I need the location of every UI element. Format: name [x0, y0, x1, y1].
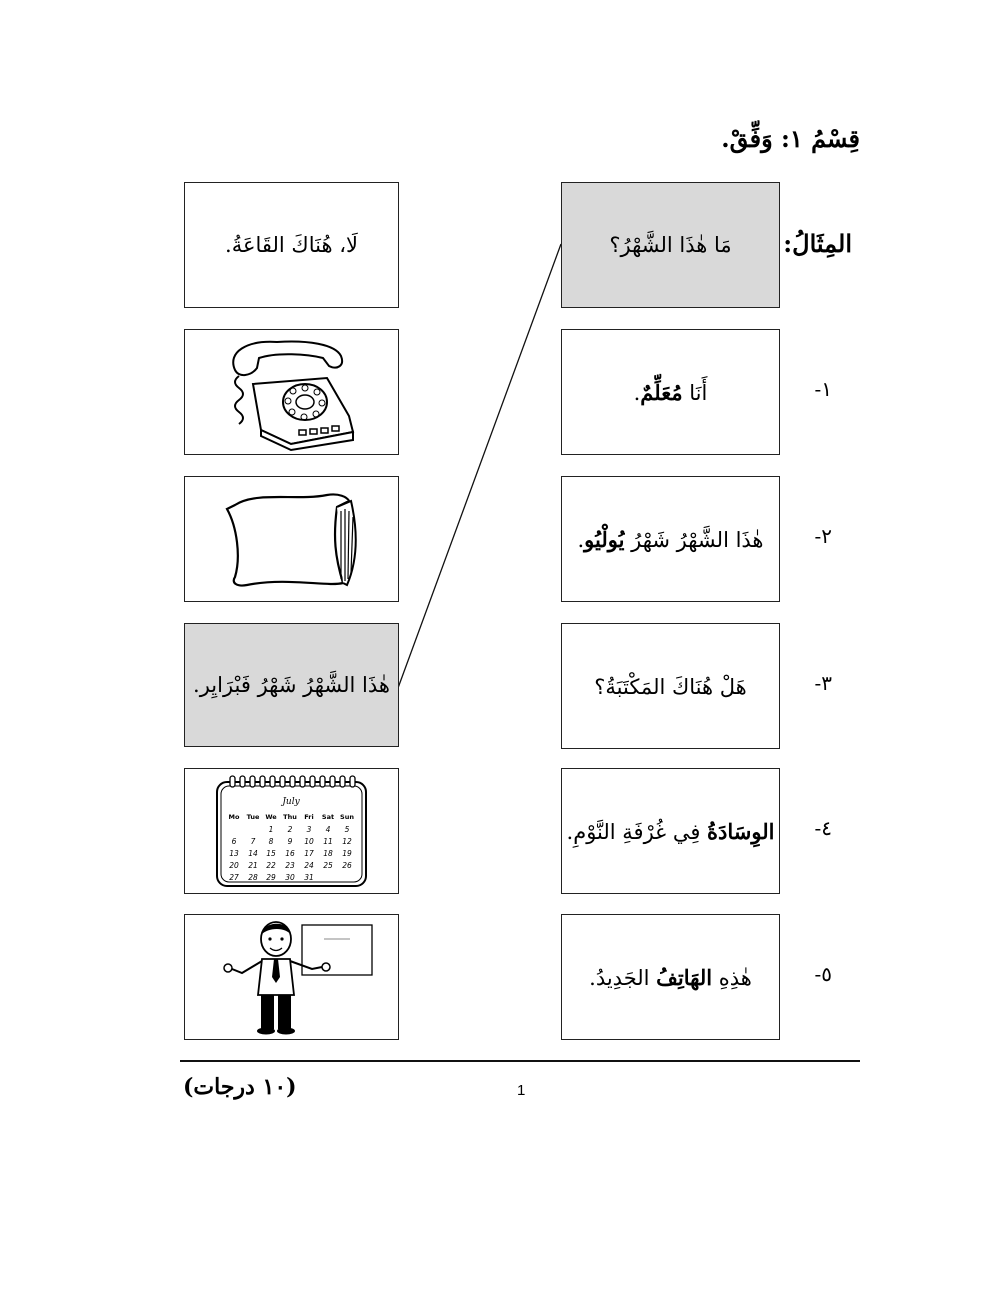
question-bold-word: الوِسَادَةُ — [707, 818, 775, 844]
section-title: قِسْمُ ١: وَفِّقْ. — [721, 124, 860, 153]
marks-label: (١٠ درجات) — [183, 1074, 297, 1100]
calendar-ring — [260, 776, 265, 787]
calendar-ring — [270, 776, 275, 787]
calendar-date: 14 — [248, 848, 258, 858]
telephone-icon — [217, 332, 367, 452]
calendar-day-header: Tue — [246, 812, 260, 821]
footer-rule — [180, 1060, 860, 1062]
question-box-4[interactable] — [561, 768, 780, 894]
calendar-date: 29 — [266, 872, 276, 882]
question-box-3[interactable] — [561, 623, 780, 749]
left-answer-text-4: هٰذَا الشَّهْرُ شَهْرُ فَبْرَايِر. — [193, 673, 390, 697]
calendar-day-header: Mo — [228, 812, 240, 821]
teacher-icon — [204, 917, 379, 1037]
pillow-icon — [217, 487, 367, 592]
calendar-date: 13 — [229, 848, 239, 858]
calendar-date: 12 — [342, 836, 352, 846]
calendar-date: 20 — [229, 860, 239, 870]
question-text-part: الجَدِيدُ. — [589, 965, 657, 990]
question-box-5[interactable] — [561, 914, 780, 1040]
question-text-1 — [634, 380, 708, 405]
left-box-4[interactable] — [184, 623, 399, 747]
calendar-date: 27 — [229, 872, 239, 882]
calendar-date: 7 — [250, 836, 256, 846]
calendar-date: 16 — [285, 848, 295, 858]
left-box-2[interactable] — [184, 329, 399, 455]
calendar-ring — [300, 776, 305, 787]
left-box-1[interactable] — [184, 182, 399, 308]
question-text-part: هَلْ هُنَاكَ المَكْتَبَةُ؟ — [594, 674, 747, 699]
example-question-box[interactable] — [561, 182, 780, 308]
question-number-2: ٢- — [814, 524, 832, 548]
calendar-ring — [240, 776, 245, 787]
example-question-text: مَا هٰذَا الشَّهْرُ؟ — [609, 233, 732, 257]
calendar-day-header: We — [265, 812, 277, 821]
calendar-date: 10 — [304, 836, 314, 846]
question-text-5 — [589, 965, 752, 990]
question-text-part: هٰذِهِ — [712, 965, 752, 990]
calendar-date: 9 — [287, 836, 293, 846]
question-text-part: . — [633, 380, 641, 405]
question-text-4 — [567, 819, 775, 844]
calendar-ring — [230, 776, 235, 787]
calendar-date: 30 — [285, 872, 295, 882]
question-box-1[interactable] — [561, 329, 780, 455]
question-number-5: ٥- — [814, 962, 832, 986]
question-text-part: هٰذَا الشَّهْرُ شَهْرُ — [624, 527, 764, 552]
calendar-ring — [250, 776, 255, 787]
calendar-date: 23 — [285, 860, 295, 870]
left-box-5[interactable] — [184, 768, 399, 894]
question-number-1: ١- — [814, 377, 832, 401]
calendar-month: July — [282, 796, 300, 807]
question-text-part: فِي غُرْفَةِ النَّوْمِ. — [566, 819, 708, 844]
calendar-day-header: Thu — [283, 812, 297, 821]
question-number-3: ٣- — [814, 671, 832, 695]
calendar-date: 19 — [342, 848, 352, 858]
calendar-date: 24 — [304, 860, 314, 870]
example-label: المِثَالُ: — [783, 229, 852, 258]
calendar-ring — [350, 776, 355, 787]
question-bold-word: يُولْيُو — [584, 526, 625, 552]
calendar-date: 31 — [304, 872, 314, 882]
calendar-date: 22 — [266, 860, 276, 870]
calendar-date: 28 — [248, 872, 258, 882]
calendar-date: 4 — [325, 824, 331, 834]
left-answer-text-1: لَا، هُنَاكَ القَاعَةُ. — [225, 233, 358, 257]
calendar-date: 15 — [266, 848, 276, 858]
calendar-ring — [330, 776, 335, 787]
calendar-day-header: Sun — [340, 812, 354, 821]
calendar-date: 18 — [323, 848, 333, 858]
calendar-date: 5 — [344, 824, 350, 834]
calendar-date: 17 — [304, 848, 314, 858]
calendar-date: 26 — [342, 860, 352, 870]
page-number: 1 — [517, 1082, 526, 1099]
calendar-date: 3 — [306, 824, 312, 834]
calendar-ring — [280, 776, 285, 787]
question-text-part: أَنَا — [682, 380, 708, 405]
calendar-date: 6 — [231, 836, 237, 846]
question-bold-word: مُعَلِّمٌ — [640, 379, 683, 405]
calendar-date: 25 — [323, 860, 333, 870]
left-box-3[interactable] — [184, 476, 399, 602]
question-text-part: . — [577, 527, 585, 552]
calendar-date: 11 — [323, 836, 333, 846]
calendar-ring — [310, 776, 315, 787]
calendar-ring — [320, 776, 325, 787]
calendar-date: 2 — [287, 824, 293, 834]
question-number-4: ٤- — [814, 816, 832, 840]
question-text-3 — [594, 674, 747, 699]
calendar-day-header: Fri — [304, 812, 314, 821]
calendar-icon — [214, 774, 369, 889]
left-box-6[interactable] — [184, 914, 399, 1040]
calendar-ring — [290, 776, 295, 787]
calendar-date: 8 — [268, 836, 274, 846]
question-bold-word: الهَاتِفُ — [656, 964, 713, 990]
calendar-day-header: Sat — [321, 812, 335, 821]
calendar-ring — [340, 776, 345, 787]
calendar-date: 1 — [268, 824, 274, 834]
question-text-2 — [577, 527, 763, 552]
question-box-2[interactable] — [561, 476, 780, 602]
calendar-date: 21 — [248, 860, 258, 870]
